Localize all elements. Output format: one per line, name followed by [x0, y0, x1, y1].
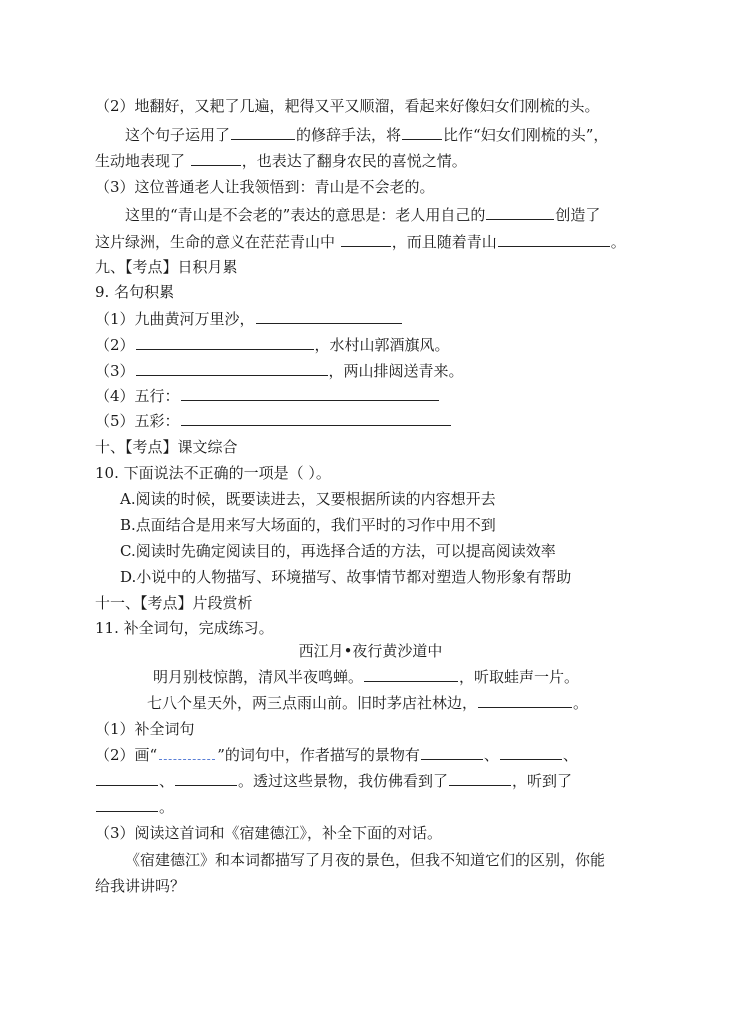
text-line — [95, 411, 452, 431]
text-segment: 这片绿洲，生命的意义在茫茫青山中 — [95, 233, 340, 251]
answer-blank[interactable] — [231, 125, 295, 140]
text-segment: （2） — [95, 336, 135, 354]
text-line: 给我讲讲吗？ — [95, 877, 186, 895]
text-segment: ”的词句中，作者描写的景物有 — [217, 746, 420, 764]
answer-blank[interactable] — [256, 309, 402, 324]
text-segment: 。 — [610, 233, 626, 251]
section-heading: 九、【考点】日积月累 — [95, 258, 238, 276]
poem-line — [147, 693, 588, 713]
text-line — [95, 361, 464, 381]
text-segment: 、 — [483, 746, 499, 764]
answer-blank[interactable] — [96, 771, 158, 786]
sub-question: （1）补全词句 — [95, 720, 195, 738]
section-heading: 十一、【考点】片段赏析 — [95, 594, 253, 612]
text-segment: ，而且随着青山 — [391, 233, 497, 251]
option-b[interactable]: B.点面结合是用来写大场面的，我们平时的习作中用不到 — [120, 516, 496, 534]
text-segment: 。透过这些景物，我仿佛看到了 — [238, 772, 449, 790]
answer-blank[interactable] — [175, 771, 237, 786]
answer-blank[interactable] — [421, 745, 483, 760]
question-title: 9. 名句积累 — [95, 283, 175, 301]
text-segment: ，听取蛙声一片。 — [459, 668, 580, 686]
answer-blank[interactable] — [191, 151, 241, 166]
text-segment: 比作“妇女们刚梳的头”， — [443, 126, 609, 144]
text-segment: 这里的“青山是不会老的”表达的意思是：老人用自己的 — [125, 206, 486, 224]
text-segment: ，两山排闼送青来。 — [328, 362, 464, 380]
text-line — [95, 745, 578, 765]
option-a[interactable]: A.阅读的时候，既要读进去，又要根据所读的内容想开去 — [120, 490, 496, 508]
text-segment: 的修辞手法，将 — [296, 126, 402, 144]
text-segment: （1）九曲黄河万里沙， — [95, 310, 255, 328]
text-segment: （2）画“ — [95, 746, 158, 764]
answer-blank[interactable] — [500, 745, 562, 760]
text-line — [95, 232, 626, 252]
text-segment: ，听到了 — [512, 772, 573, 790]
poem-line — [153, 667, 579, 687]
text-segment: 明月别枝惊鹊，清风半夜鸣蝉。 — [153, 668, 364, 686]
text-line: 《宿建德江》和本词都描写了月夜的景色，但我不知道它们的区别，你能 — [125, 851, 606, 869]
answer-blank[interactable] — [498, 232, 610, 247]
answer-blank[interactable] — [96, 797, 158, 812]
text-line — [95, 335, 450, 355]
answer-blank[interactable] — [364, 667, 458, 682]
text-line — [95, 151, 467, 171]
poem-title: 西江月•夜行黄沙道中 — [298, 642, 443, 660]
text-segment: 七八个星天外，两三点雨山前。旧时茅店社林边， — [147, 694, 478, 712]
text-segment: 。 — [159, 798, 175, 816]
option-d[interactable]: D.小说中的人物描写、环境描写、故事情节都对塑造人物形象有帮助 — [120, 568, 572, 586]
answer-blank[interactable] — [341, 232, 391, 247]
text-line — [125, 205, 600, 225]
text-segment: （4）五行： — [95, 387, 180, 405]
answer-blank[interactable] — [136, 335, 314, 350]
text-line — [95, 797, 174, 817]
sub-question: （3）阅读这首词和《宿建德江》，补全下面的对话。 — [95, 824, 443, 842]
question-title: 11. 补全词句，完成练习。 — [95, 619, 274, 637]
answer-blank[interactable] — [478, 693, 572, 708]
text-line: （3）这位普通老人让我领悟到：青山是不会老的。 — [95, 178, 435, 196]
answer-blank[interactable] — [181, 411, 451, 426]
text-segment: 创造了 — [555, 206, 601, 224]
option-c[interactable]: C.阅读时先确定阅读目的，再选择合适的方法，可以提高阅读效率 — [120, 542, 556, 560]
text-segment: 。 — [573, 694, 589, 712]
question-title: 10. 下面说法不正确的一项是（ ）。 — [95, 464, 331, 482]
text-segment: 这个句子运用了 — [125, 126, 231, 144]
answer-blank[interactable] — [402, 125, 442, 140]
answer-blank[interactable] — [181, 386, 439, 401]
text-line — [95, 309, 403, 329]
text-segment: ，也表达了翻身农民的喜悦之情。 — [241, 152, 467, 170]
text-segment: 、 — [562, 746, 578, 764]
text-line — [125, 125, 608, 145]
answer-blank[interactable] — [449, 771, 511, 786]
answer-blank[interactable] — [136, 361, 328, 376]
text-segment: ，水村山郭酒旗风。 — [314, 336, 450, 354]
text-line: （2）地翻好，又耙了几遍，耙得又平又顺溜，看起来好像妇女们刚梳的头。 — [95, 97, 600, 115]
text-line — [95, 771, 572, 791]
text-segment: （3） — [95, 362, 135, 380]
wavy-underline-sample — [159, 747, 215, 760]
text-segment: 生动地表现了 — [95, 152, 190, 170]
text-segment: （5）五彩： — [95, 412, 180, 430]
text-line — [95, 386, 440, 406]
section-heading: 十、【考点】课文综合 — [95, 438, 238, 456]
answer-blank[interactable] — [486, 205, 554, 220]
text-segment: 、 — [159, 772, 175, 790]
